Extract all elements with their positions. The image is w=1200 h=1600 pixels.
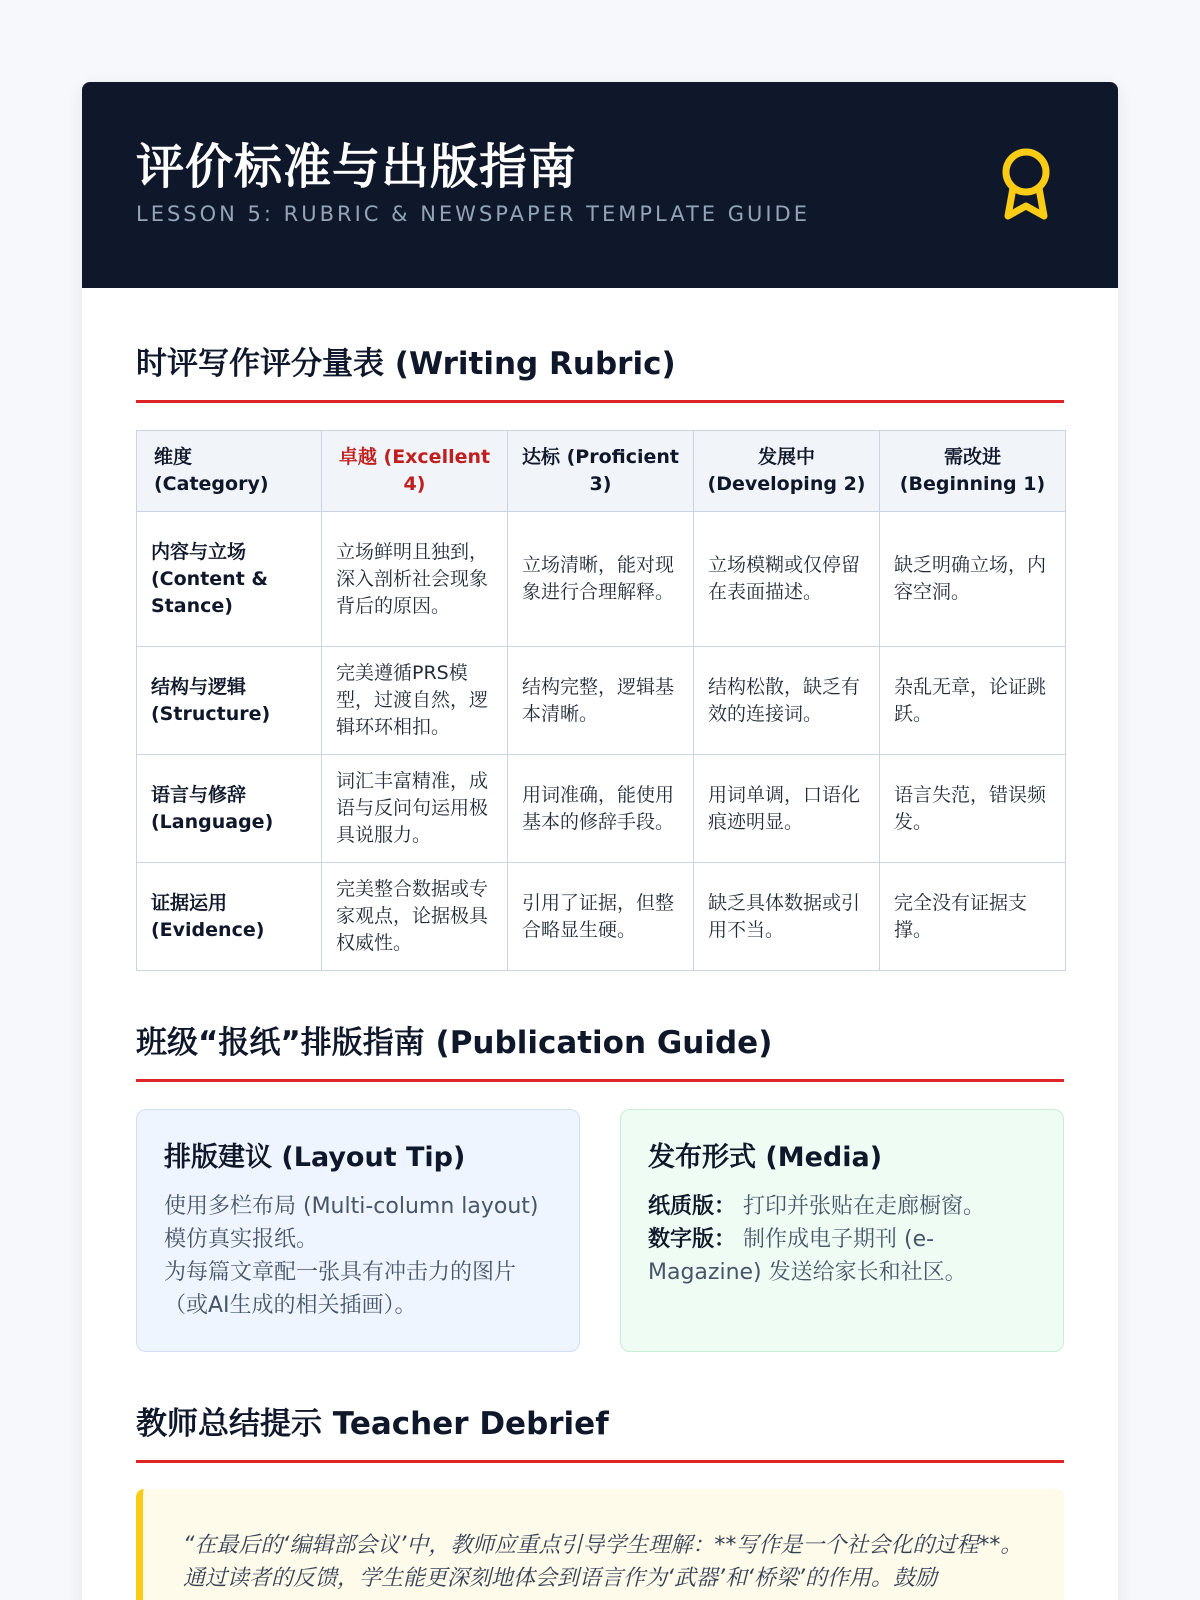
- award-ribbon-icon: [1000, 146, 1052, 222]
- table-cell: 缺乏具体数据或引用不当。: [694, 863, 880, 971]
- table-cell: 完全没有证据支撑。: [880, 863, 1066, 971]
- layout-tip-title: 排版建议 (Layout Tip): [164, 1142, 466, 1173]
- media-digital-line: [648, 1223, 1036, 1289]
- table-cell: 语言失范，错误频发。: [880, 755, 1066, 863]
- row-category: 结构与逻辑 (Structure): [137, 647, 322, 755]
- header-developing: 发展中 (Developing 2): [694, 431, 880, 512]
- rubric-table: [136, 430, 1066, 971]
- table-cell: 完美整合数据或专家观点，论据极具权威性。: [322, 863, 508, 971]
- layout-tip-body: [164, 1190, 552, 1322]
- table-row: [137, 863, 1066, 971]
- publication-section-title: 班级“报纸”排版指南 (Publication Guide): [136, 1023, 1064, 1082]
- table-cell: 词汇丰富精准，成语与反问句运用极具说服力。: [322, 755, 508, 863]
- layout-tip-line: 使用多栏布局 (Multi-column layout) 模仿真实报纸。: [164, 1194, 539, 1252]
- media-paper-text: 打印并张贴在走廊橱窗。: [743, 1194, 986, 1219]
- table-cell: 缺乏明确立场，内容空洞。: [880, 512, 1066, 647]
- table-cell: 立场鲜明且独到，深入剖析社会现象背后的原因。: [322, 512, 508, 647]
- row-category: 语言与修辞 (Language): [137, 755, 322, 863]
- table-cell: 结构完整，逻辑基本清晰。: [508, 647, 694, 755]
- rubric-section-title: 时评写作评分量表 (Writing Rubric): [136, 344, 1064, 403]
- debrief-quote: “在最后的‘编辑部会议’中，教师应重点引导学生理解：**写作是一个社会化的过程**。通过读者的反馈，学生能更深刻地体会到语言作为‘武器’和‘桥梁’的作用。鼓励: [136, 1489, 1064, 1600]
- media-box: [620, 1109, 1064, 1352]
- media-digital-label: 数字版：: [648, 1227, 737, 1252]
- header-proficient: 达标 (Proficient 3): [508, 431, 694, 512]
- header-excellent: 卓越 (Excellent 4): [322, 431, 508, 512]
- table-cell: 完美遵循PRS模型，过渡自然，逻辑环环相扣。: [322, 647, 508, 755]
- table-cell: 立场清晰，能对现象进行合理解释。: [508, 512, 694, 647]
- media-title: 发布形式 (Media): [648, 1142, 883, 1173]
- table-cell: 用词准确，能使用基本的修辞手段。: [508, 755, 694, 863]
- layout-tip-line: 为每篇文章配一张具有冲击力的图片（或AI生成的相关插画）。: [164, 1260, 517, 1318]
- debrief-section-title: 教师总结提示 Teacher Debrief: [136, 1404, 1064, 1463]
- page-subtitle: LESSON 5: RUBRIC & NEWSPAPER TEMPLATE GUIDE: [136, 202, 810, 226]
- header-category: 维度 (Category): [137, 431, 322, 512]
- table-cell: 立场模糊或仅停留在表面描述。: [694, 512, 880, 647]
- page-header: [82, 82, 1118, 288]
- table-row: [137, 755, 1066, 863]
- table-row: [137, 512, 1066, 647]
- document-card: [82, 82, 1118, 1600]
- row-category: 证据运用 (Evidence): [137, 863, 322, 971]
- table-cell: 结构松散，缺乏有效的连接词。: [694, 647, 880, 755]
- publication-tips: [136, 1109, 1064, 1352]
- header-beginning: 需改进 (Beginning 1): [880, 431, 1066, 512]
- media-paper-line: [648, 1190, 1036, 1223]
- table-cell: 用词单调，口语化痕迹明显。: [694, 755, 880, 863]
- page-title: 评价标准与出版指南: [136, 139, 578, 195]
- layout-tip-box: [136, 1109, 580, 1352]
- table-cell: 杂乱无章，论证跳跃。: [880, 647, 1066, 755]
- media-body: [648, 1190, 1036, 1289]
- media-digital-text: 制作成电子期刊 (e-Magazine) 发送给家长和社区。: [648, 1227, 967, 1285]
- row-category: 内容与立场 (Content & Stance): [137, 512, 322, 647]
- table-cell: 引用了证据，但整合略显生硬。: [508, 863, 694, 971]
- media-paper-label: 纸质版：: [648, 1194, 737, 1219]
- rubric-header-row: [137, 431, 1066, 512]
- main-content: [82, 288, 1118, 1600]
- table-row: [137, 647, 1066, 755]
